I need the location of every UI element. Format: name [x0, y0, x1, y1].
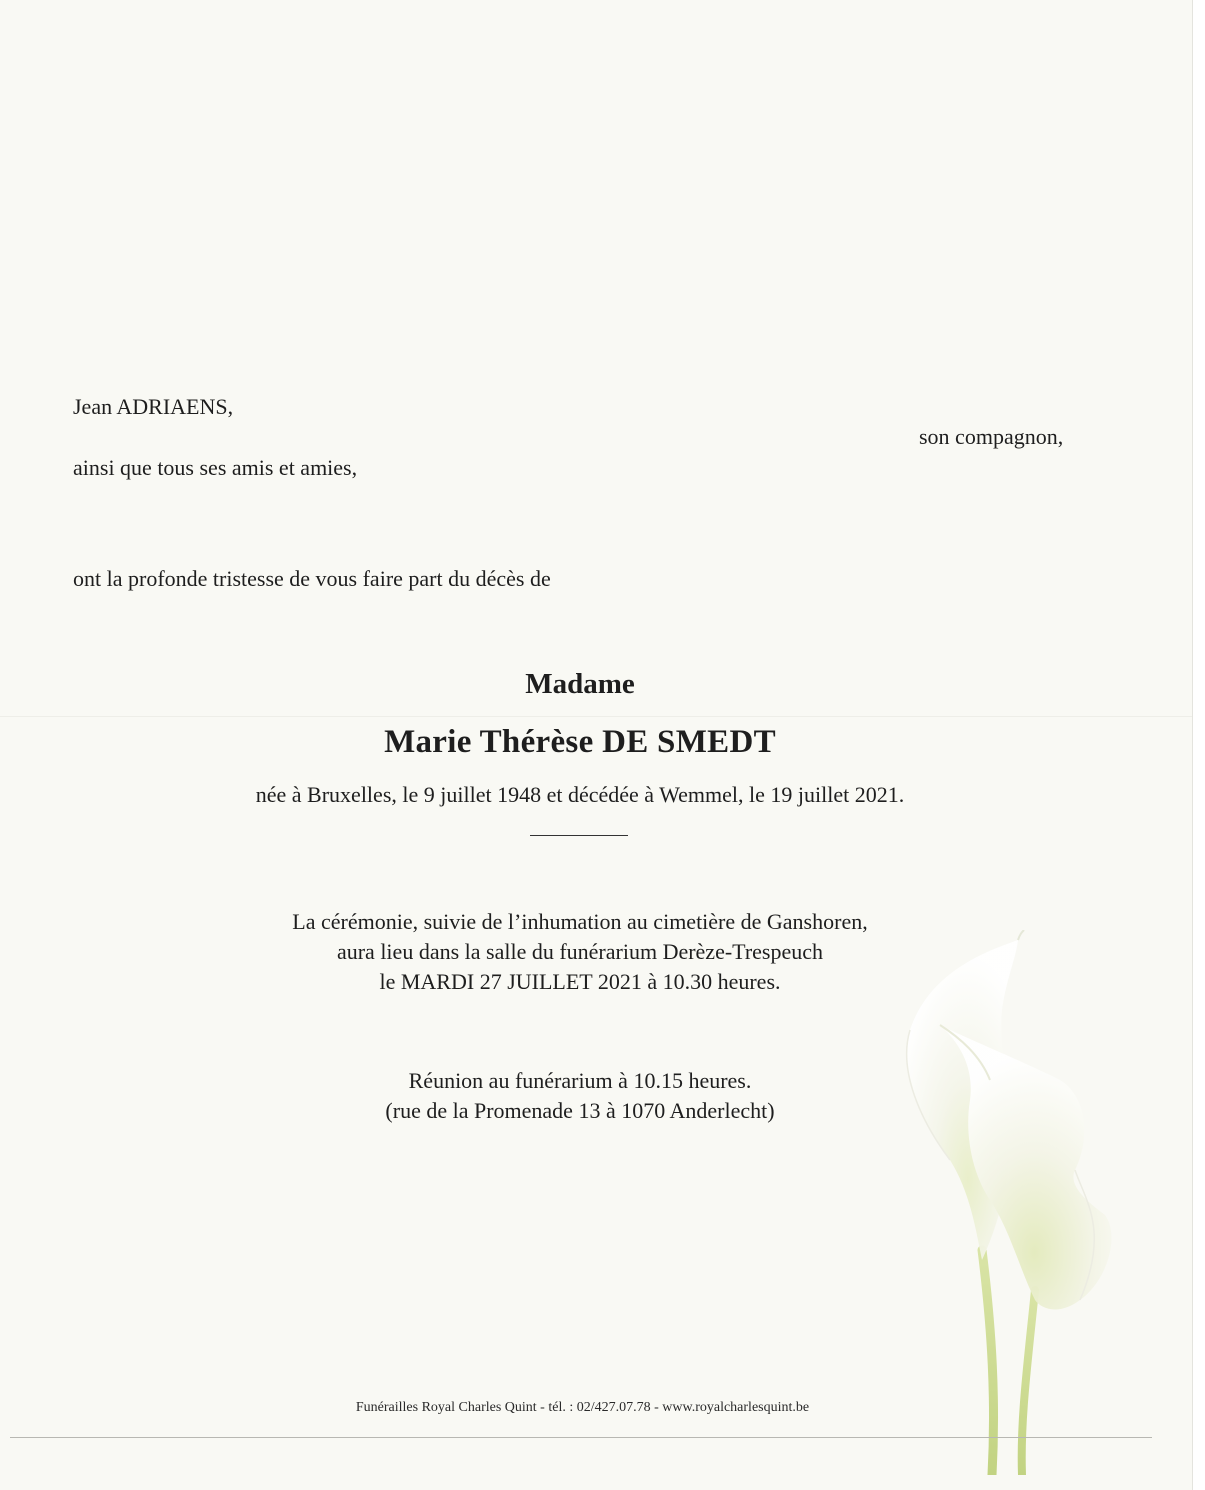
ceremony-line-1: La cérémonie, suivie de l’inhumation au cimetière de Ganshoren,: [292, 909, 868, 934]
relation-label: son compagnon,: [919, 424, 1064, 449]
deceased-name: Marie Thérèse DE SMEDT: [384, 724, 776, 760]
intro-line: ont la profonde tristesse de vous faire part du décès de: [73, 566, 551, 591]
friends-line: ainsi que tous ses amis et amies,: [73, 455, 358, 480]
ceremony-line-2: aura lieu dans la salle du funérarium Derèze-Trespeuch: [336, 939, 824, 964]
paper-edge: [1192, 0, 1205, 1490]
meeting-address: (rue de la Promenade 13 à 1070 Anderlecht): [385, 1098, 775, 1123]
birth-death-line: née à Bruxelles, le 9 juillet 1948 et décédée à Wemmel, le 19 juillet 2021.: [255, 782, 905, 807]
footer-rule: [10, 1437, 1152, 1438]
honorific-title: Madame: [525, 668, 635, 700]
family-name: Jean ADRIAENS,: [73, 394, 234, 419]
fold-line: [0, 716, 1192, 717]
ceremony-line-3: le MARDI 27 JUILLET 2021 à 10.30 heures.: [379, 969, 781, 994]
separator-line: [530, 835, 628, 836]
calla-lily-icon: [870, 930, 1130, 1475]
footer-contact: Funérailles Royal Charles Quint - tél. : 02/427.07.78 - www.royalcharlesquint.be: [355, 1400, 810, 1415]
meeting-line-1: Réunion au funérarium à 10.15 heures.: [408, 1068, 752, 1093]
